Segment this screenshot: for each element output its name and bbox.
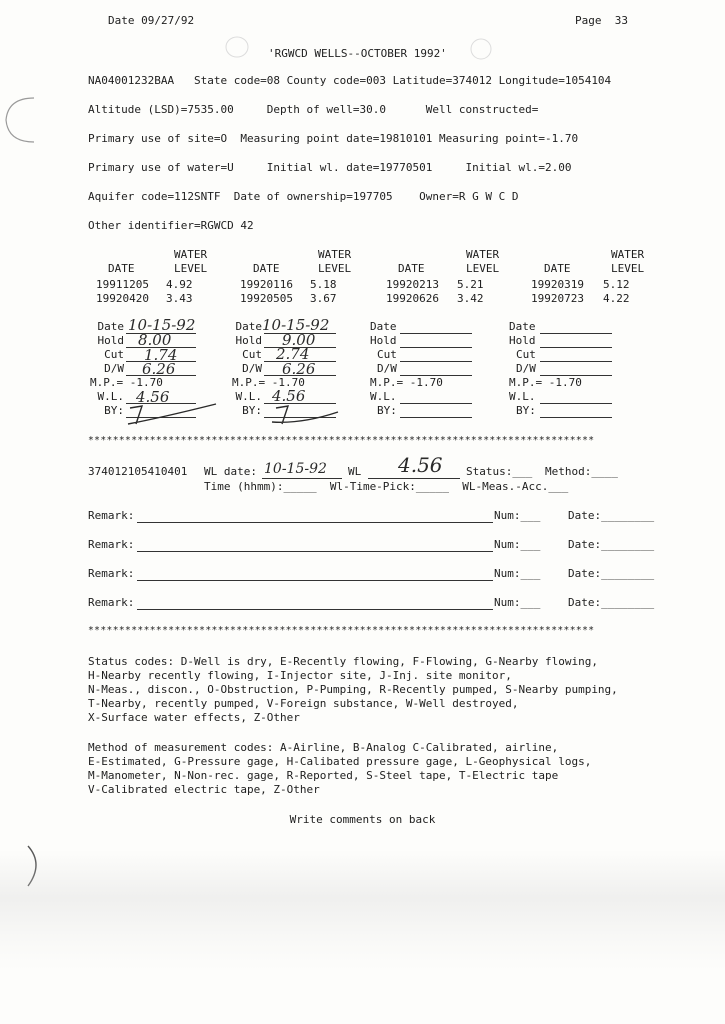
status-codes-line: N-Meas., discon., O-Obstruction, P-Pumping, R-Recently pumped, S-Nearby pumping, bbox=[88, 683, 618, 696]
date-field[interactable] bbox=[540, 333, 612, 334]
site-line-6: Other identifier=RGWCD 42 bbox=[88, 219, 254, 232]
site-line-5: Aquifer code=112SNTF Date of ownership=197705 Owner=R G W C D bbox=[88, 190, 519, 203]
time-pick-line[interactable]: Time (hhmm):_____ Wl-Time-Pick:_____ WL-Meas.-Acc.___ bbox=[204, 480, 569, 493]
table-cell-level: 4.92 bbox=[166, 278, 193, 291]
status-codes-line: Status codes: D-Well is dry, E-Recently flowing, F-Flowing, G-Nearby flowing, bbox=[88, 655, 598, 668]
field-label-wl: W.L. bbox=[97, 390, 124, 403]
by-field[interactable] bbox=[400, 417, 472, 418]
header-water: WATER bbox=[174, 248, 208, 261]
remark-num[interactable]: Num:___ bbox=[494, 538, 541, 551]
punch-mark bbox=[222, 34, 252, 60]
header-water: WATER bbox=[318, 248, 352, 261]
site-line-4: Primary use of water=U Initial wl. date=19770501 Initial wl.=2.00 bbox=[88, 161, 572, 174]
handwritten-dw: 6.26 bbox=[282, 360, 316, 378]
site-line-3: Primary use of site=O Measuring point date=19810101 Measuring point=-1.70 bbox=[88, 132, 579, 145]
field-label-hold: Hold bbox=[97, 334, 124, 347]
handwritten-wl-value: 4.56 bbox=[398, 453, 443, 477]
field-label-date: Date bbox=[509, 320, 536, 333]
method-field[interactable]: Method:____ bbox=[545, 465, 618, 478]
handwritten-cut: 2.74 bbox=[276, 345, 310, 363]
remark-date[interactable]: Date:________ bbox=[568, 596, 655, 609]
cut-field[interactable] bbox=[400, 361, 472, 362]
by-field[interactable] bbox=[540, 417, 612, 418]
table-cell-level: 3.67 bbox=[310, 292, 337, 305]
header-water: WATER bbox=[611, 248, 645, 261]
remark-label: Remark: bbox=[88, 596, 135, 609]
field-label-hold: Hold bbox=[370, 334, 397, 347]
handwritten-hold: 8.00 bbox=[138, 331, 172, 349]
table-cell-level: 5.12 bbox=[603, 278, 630, 291]
page-number: Page 33 bbox=[575, 14, 628, 27]
date-field[interactable] bbox=[400, 333, 472, 334]
remark-num[interactable]: Num:___ bbox=[494, 509, 541, 522]
method-codes-line: E-Estimated, G-Pressure gage, H-Calibated pressure gage, L-Geophysical logs, bbox=[88, 755, 592, 768]
remark-date[interactable]: Date:________ bbox=[568, 538, 655, 551]
footer-note: Write comments on back bbox=[289, 813, 436, 826]
site-line-2: Altitude (LSD)=7535.00 Depth of well=30.0 Well constructed= bbox=[88, 103, 539, 116]
mp-value: M.P.= -1.70 bbox=[232, 376, 305, 389]
table-cell-date: 19920626 bbox=[386, 292, 439, 305]
field-label-wl: W.L. bbox=[370, 390, 397, 403]
field-label-wl: W.L. bbox=[235, 390, 262, 403]
site-id: 374012105410401 bbox=[88, 465, 188, 478]
field-label-by: BY: bbox=[516, 404, 536, 417]
handwritten-wl: 4.56 bbox=[272, 387, 306, 405]
field-label-dw: D/W bbox=[242, 362, 262, 375]
header-level: LEVEL bbox=[611, 262, 645, 275]
table-cell-level: 5.18 bbox=[310, 278, 337, 291]
field-label-date: Date bbox=[97, 320, 124, 333]
handwritten-hold: 9.00 bbox=[282, 331, 316, 349]
status-codes-line: H-Nearby recently flowing, I-Injector site, J-Inj. site monitor, bbox=[88, 669, 512, 682]
mp-value: M.P.= -1.70 bbox=[370, 376, 443, 389]
wl-field[interactable] bbox=[368, 478, 460, 479]
remark-num[interactable]: Num:___ bbox=[494, 567, 541, 580]
remark-field[interactable] bbox=[137, 580, 493, 581]
field-label-cut: Cut bbox=[377, 348, 397, 361]
binder-hole-top bbox=[0, 92, 42, 148]
table-cell-date: 19920505 bbox=[240, 292, 293, 305]
scan-shadow bbox=[0, 850, 725, 970]
handwritten-cut: 1.74 bbox=[144, 346, 178, 364]
handwritten-date: 10-15-92 bbox=[128, 316, 196, 334]
field-label-dw: D/W bbox=[516, 362, 536, 375]
initials-signature bbox=[262, 398, 342, 428]
method-codes-line: Method of measurement codes: A-Airline, B-Analog C-Calibrated, airline, bbox=[88, 741, 559, 754]
table-cell-date: 19920420 bbox=[96, 292, 149, 305]
cut-field[interactable] bbox=[540, 361, 612, 362]
field-label-date: Date bbox=[235, 320, 262, 333]
field-label-cut: Cut bbox=[104, 348, 124, 361]
header-water: WATER bbox=[466, 248, 500, 261]
field-label-dw: D/W bbox=[377, 362, 397, 375]
table-cell-date: 19920213 bbox=[386, 278, 439, 291]
mp-value: M.P.= -1.70 bbox=[90, 376, 163, 389]
header-level: LEVEL bbox=[466, 262, 500, 275]
handwritten-date: 10-15-92 bbox=[262, 316, 330, 334]
wl-date-field[interactable] bbox=[262, 478, 342, 479]
table-cell-date: 19920116 bbox=[240, 278, 293, 291]
field-label-by: BY: bbox=[104, 404, 124, 417]
handwritten-dw: 6.26 bbox=[142, 360, 176, 378]
wl-field[interactable] bbox=[400, 403, 472, 404]
header-date: DATE bbox=[544, 262, 571, 275]
remark-label: Remark: bbox=[88, 567, 135, 580]
header-date: DATE bbox=[253, 262, 280, 275]
wl-field[interactable] bbox=[540, 403, 612, 404]
table-cell-level: 4.22 bbox=[603, 292, 630, 305]
field-label-hold: Hold bbox=[235, 334, 262, 347]
remark-label: Remark: bbox=[88, 538, 135, 551]
hold-field[interactable] bbox=[540, 347, 612, 348]
table-cell-level: 5.21 bbox=[457, 278, 484, 291]
hold-field[interactable] bbox=[400, 347, 472, 348]
header-date: DATE bbox=[108, 262, 135, 275]
initials-signature bbox=[120, 398, 220, 430]
separator-line: ********************************************************************************** bbox=[88, 625, 595, 636]
report-title: 'RGWCD WELLS--OCTOBER 1992' bbox=[268, 47, 447, 60]
field-label-cut: Cut bbox=[242, 348, 262, 361]
wl-label: WL bbox=[348, 465, 362, 478]
remark-date[interactable]: Date:________ bbox=[568, 509, 655, 522]
header-level: LEVEL bbox=[318, 262, 352, 275]
table-cell-level: 3.42 bbox=[457, 292, 484, 305]
header-level: LEVEL bbox=[174, 262, 208, 275]
remark-field[interactable] bbox=[137, 551, 493, 552]
remark-field[interactable] bbox=[137, 522, 493, 523]
remark-field[interactable] bbox=[137, 609, 493, 610]
field-label-hold: Hold bbox=[509, 334, 536, 347]
mp-value: M.P.= -1.70 bbox=[509, 376, 582, 389]
field-label-by: BY: bbox=[377, 404, 397, 417]
table-cell-date: 19920723 bbox=[531, 292, 584, 305]
status-codes-line: T-Nearby, recently pumped, V-Foreign substance, W-Well destroyed, bbox=[88, 697, 519, 710]
table-cell-date: 19920319 bbox=[531, 278, 584, 291]
field-label-date: Date bbox=[370, 320, 397, 333]
field-label-by: BY: bbox=[242, 404, 262, 417]
report-date: Date 09/27/92 bbox=[108, 14, 195, 27]
method-codes-line: M-Manometer, N-Non-rec. gage, R-Reported, S-Steel tape, T-Electric tape bbox=[88, 769, 559, 782]
remark-date[interactable]: Date:________ bbox=[568, 567, 655, 580]
field-label-cut: Cut bbox=[516, 348, 536, 361]
separator-line: ********************************************************************************** bbox=[88, 435, 595, 446]
handwritten-wl: 4.56 bbox=[136, 388, 170, 406]
status-field[interactable]: Status:___ bbox=[466, 465, 533, 478]
wl-date-label: WL date: bbox=[204, 465, 257, 478]
field-label-wl: W.L. bbox=[509, 390, 536, 403]
header-date: DATE bbox=[398, 262, 425, 275]
punch-mark bbox=[468, 36, 494, 62]
remark-num[interactable]: Num:___ bbox=[494, 596, 541, 609]
status-codes-line: X-Surface water effects, Z-Other bbox=[88, 711, 300, 724]
field-label-dw: D/W bbox=[104, 362, 124, 375]
remark-label: Remark: bbox=[88, 509, 135, 522]
site-line-1: NA04001232BAA State code=08 County code=003 Latitude=374012 Longitude=1054104 bbox=[88, 74, 612, 87]
table-cell-date: 19911205 bbox=[96, 278, 149, 291]
handwritten-wl-date: 10-15-92 bbox=[264, 461, 327, 477]
method-codes-line: V-Calibrated electric tape, Z-Other bbox=[88, 783, 320, 796]
table-cell-level: 3.43 bbox=[166, 292, 193, 305]
